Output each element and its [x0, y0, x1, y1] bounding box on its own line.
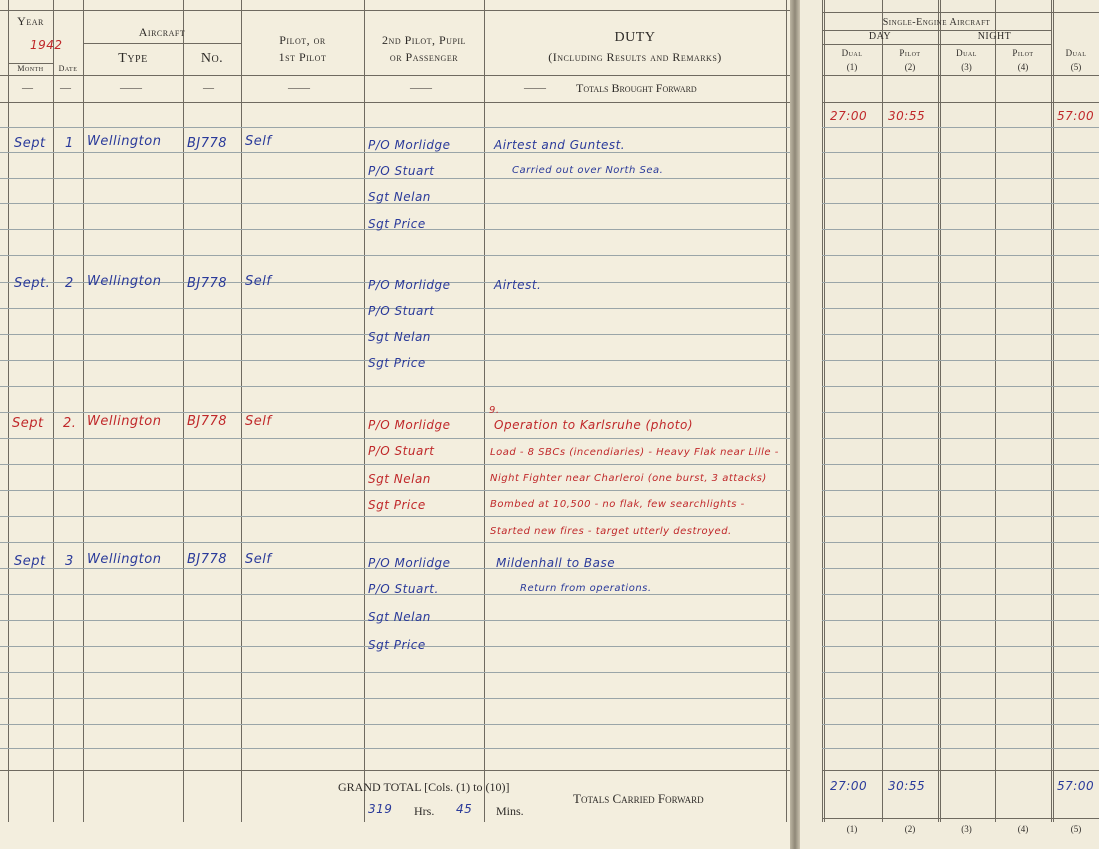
- column-number: (1): [846, 824, 858, 834]
- entry-duty: Started new fires - target utterly destroyed.: [490, 526, 732, 537]
- entry-crew: P/O Stuart: [368, 304, 435, 318]
- dash-mark: ——: [288, 82, 310, 94]
- bf-row-rule: [0, 102, 790, 103]
- ruled-line: [822, 412, 1099, 413]
- entry-crew: P/O Morlidge: [368, 418, 451, 432]
- ruled-line: [822, 698, 1099, 699]
- ruled-line: [822, 102, 1099, 103]
- entry-crew: P/O Stuart.: [368, 582, 439, 596]
- ruled-line: [0, 255, 790, 256]
- column-number: (2): [904, 824, 916, 834]
- second-pilot-header-line2: or Passenger: [389, 50, 459, 64]
- entry-aircraft-number: BJ778: [187, 276, 228, 291]
- type-header: Type: [118, 51, 148, 66]
- ruled-line: [0, 386, 790, 387]
- ruled-line: [0, 438, 790, 439]
- entry-duty: Return from operations.: [520, 583, 652, 594]
- ruled-line: [822, 594, 1099, 595]
- ruled-line: [822, 308, 1099, 309]
- entry-month: Sept: [12, 416, 44, 431]
- grand-total-minutes: 45: [456, 802, 473, 816]
- ruled-line: [822, 748, 1099, 749]
- bf-col5: 57:00: [1057, 109, 1095, 123]
- column-number: (3): [961, 62, 972, 72]
- dash-mark: ——: [524, 82, 546, 94]
- dash-mark: ——: [410, 82, 432, 94]
- ruled-line: [822, 438, 1099, 439]
- entry-aircraft-number: BJ778: [187, 136, 228, 151]
- column-number: (4): [1017, 62, 1029, 72]
- entry-aircraft-type: Wellington: [87, 414, 162, 429]
- cf-day-dual: 27:00: [830, 779, 868, 793]
- entry-date: 2: [65, 276, 74, 291]
- entry-aircraft-type: Wellington: [87, 274, 162, 289]
- operation-number: 9.: [489, 405, 500, 416]
- ruled-line: [0, 127, 790, 128]
- cf-day-pilot: 30:55: [888, 779, 926, 793]
- col5-dual-header: Dual: [1065, 48, 1087, 58]
- duty-header-line2: (Including Results and Remarks): [548, 50, 722, 64]
- entry-date: 3: [65, 554, 74, 569]
- month-header: Month: [17, 64, 44, 73]
- ruled-line: [822, 127, 1099, 128]
- entry-month: Sept: [14, 554, 46, 569]
- entry-crew: Sgt Price: [368, 217, 426, 231]
- dash-mark: ——: [120, 82, 142, 94]
- night-header: NIGHT: [977, 31, 1012, 42]
- ruled-line: [822, 386, 1099, 387]
- column-number: (1): [846, 62, 858, 72]
- column-number: (2): [904, 62, 916, 72]
- ruled-line: [822, 282, 1099, 283]
- ruled-line: [0, 724, 790, 725]
- ruled-line: [822, 620, 1099, 621]
- duty-header: DUTY: [614, 30, 656, 45]
- day-header: DAY: [868, 31, 892, 42]
- hours-label: Hrs.: [414, 804, 435, 818]
- entry-crew: Sgt Price: [368, 498, 426, 512]
- entry-crew: Sgt Nelan: [368, 330, 431, 344]
- ruled-line: [822, 255, 1099, 256]
- ruled-line: [822, 490, 1099, 491]
- header-top-rule: [0, 10, 790, 11]
- bf-day-dual: 27:00: [830, 109, 868, 123]
- entry-pilot: Self: [245, 552, 272, 567]
- entry-duty: Airtest and Guntest.: [494, 138, 626, 152]
- night-pilot-header: Pilot: [1012, 48, 1034, 58]
- entry-aircraft-type: Wellington: [87, 134, 162, 149]
- entry-crew: Sgt Nelan: [368, 610, 431, 624]
- entry-date: 2.: [63, 416, 77, 431]
- column-number: (3): [961, 824, 972, 834]
- footer-top-rule: [0, 770, 790, 771]
- ruled-line: [822, 568, 1099, 569]
- cf-col5: 57:00: [1057, 779, 1095, 793]
- ruled-line: [822, 516, 1099, 517]
- entry-duty: Load - 8 SBCs (incendiaries) - Heavy Flak near Lille -: [490, 447, 779, 458]
- entry-aircraft-number: BJ778: [187, 552, 228, 567]
- minutes-label: Mins.: [496, 804, 524, 818]
- entry-pilot: Self: [245, 134, 272, 149]
- entry-duty: Mildenhall to Base: [496, 556, 616, 570]
- totals-brought-forward-label: Totals Brought Forward: [576, 81, 697, 95]
- date-header: Date: [58, 64, 78, 73]
- totals-carried-forward-label: Totals Carried Forward: [573, 791, 704, 806]
- aircraft-divider: [83, 43, 241, 44]
- ruled-line: [822, 360, 1099, 361]
- ruled-line: [822, 724, 1099, 725]
- ruled-line: [822, 229, 1099, 230]
- entry-pilot: Self: [245, 274, 272, 289]
- night-dual-header: Dual: [956, 48, 977, 58]
- entry-duty: Bombed at 10,500 - no flak, few searchlights -: [490, 499, 745, 510]
- ruled-line: [0, 178, 790, 179]
- ruled-line: [822, 672, 1099, 673]
- dash-mark: —: [60, 82, 71, 94]
- ruled-line: [822, 178, 1099, 179]
- ruled-line: [822, 203, 1099, 204]
- year-value: 1942: [30, 38, 63, 52]
- entry-date: 1: [65, 136, 74, 151]
- ruled-line: [0, 698, 790, 699]
- right-logbook-page: [800, 0, 1099, 849]
- ruled-line: [822, 12, 1099, 13]
- dash-mark: —: [203, 82, 214, 94]
- entry-crew: Sgt Price: [368, 356, 426, 370]
- dash-mark: —: [22, 82, 33, 94]
- ruled-line: [0, 748, 790, 749]
- ruled-line: [822, 818, 1099, 819]
- pilot-header-line2: 1st Pilot: [278, 50, 327, 64]
- entry-aircraft-type: Wellington: [87, 552, 162, 567]
- entry-crew: Sgt Nelan: [368, 190, 431, 204]
- ruled-line: [822, 770, 1099, 771]
- header-bottom-rule: [0, 75, 790, 76]
- day-pilot-header: Pilot: [899, 48, 921, 58]
- aircraft-header: Aircraft: [138, 25, 186, 39]
- ruled-line: [0, 542, 790, 543]
- day-dual-header: Dual: [841, 48, 863, 58]
- bf-day-pilot: 30:55: [888, 109, 926, 123]
- entry-month: Sept.: [14, 276, 51, 291]
- ruled-line: [0, 490, 790, 491]
- entry-crew: P/O Stuart: [368, 164, 435, 178]
- ruled-line: [0, 412, 790, 413]
- entry-crew: Sgt Price: [368, 638, 426, 652]
- ruled-line: [0, 464, 790, 465]
- entry-crew: P/O Stuart: [368, 444, 435, 458]
- entry-duty: Night Fighter near Charleroi (one burst, 3 attacks): [490, 473, 767, 484]
- pilot-header: Pilot, or: [279, 33, 326, 47]
- entry-crew: P/O Morlidge: [368, 556, 451, 570]
- number-header: No.: [200, 51, 224, 66]
- ruled-line: [822, 44, 1051, 45]
- ruled-line: [0, 672, 790, 673]
- ruled-line: [822, 646, 1099, 647]
- single-engine-header: Single-Engine Aircraft: [882, 17, 991, 28]
- entry-crew: P/O Morlidge: [368, 138, 451, 152]
- column-number: (5): [1070, 824, 1082, 834]
- second-pilot-header: 2nd Pilot, Pupil: [382, 33, 466, 47]
- book-gutter: [790, 0, 800, 849]
- entry-aircraft-number: BJ778: [187, 414, 228, 429]
- ruled-line: [822, 75, 1099, 76]
- entry-month: Sept: [14, 136, 46, 151]
- column-number: (5): [1070, 62, 1082, 72]
- entry-duty: Operation to Karlsruhe (photo): [494, 418, 694, 432]
- ruled-line: [822, 334, 1099, 335]
- entry-pilot: Self: [245, 414, 272, 429]
- entry-crew: P/O Morlidge: [368, 278, 451, 292]
- column-number: (4): [1017, 824, 1029, 834]
- entry-duty: Carried out over North Sea.: [512, 165, 664, 176]
- grand-total-label: GRAND TOTAL [Cols. (1) to (10)]: [338, 780, 510, 794]
- grand-total-hours: 319: [368, 802, 393, 816]
- entry-duty: Airtest.: [494, 278, 542, 292]
- entry-crew: Sgt Nelan: [368, 472, 431, 486]
- ruled-line: [0, 516, 790, 517]
- ruled-line: [822, 542, 1099, 543]
- year-header: Year: [17, 14, 44, 28]
- ruled-line: [822, 152, 1099, 153]
- ruled-line: [822, 464, 1099, 465]
- ruled-line: [0, 152, 790, 153]
